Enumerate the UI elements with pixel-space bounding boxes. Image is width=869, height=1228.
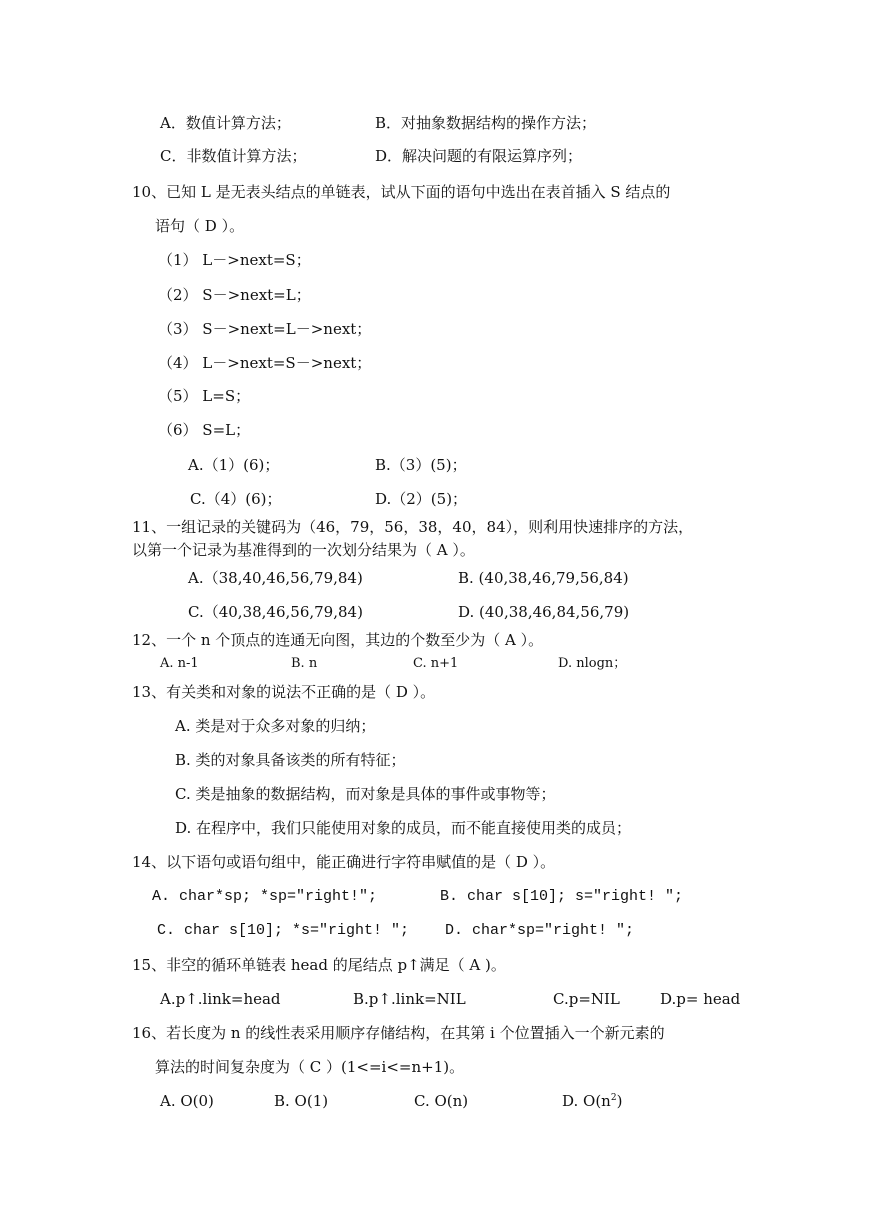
q10-stem-line1: 10、已知 L 是无表头结点的单链表，试从下面的语句中选出在表首插入 S 结点的 xyxy=(132,183,671,201)
q11-option-c: C.（40,38,46,56,79,84) xyxy=(188,603,363,621)
q10-stem-line2: 语句（ D ）。 xyxy=(155,217,245,235)
q10-option-c: C.（4）(6)； xyxy=(190,490,282,508)
q9-option-c: C．非数值计算方法； xyxy=(160,147,307,165)
q14-stem: 14、以下语句或语句组中，能正确进行字符串赋值的是（ D ）。 xyxy=(132,853,556,871)
q14-option-a: A. char*sp; *sp="right!"; xyxy=(152,888,378,905)
q10-statement-2: （2） S－>next=L； xyxy=(158,286,311,304)
q13-option-c: C. 类是抽象的数据结构，而对象是具体的事件或事物等； xyxy=(175,785,556,803)
q10-option-b: B.（3）(5)； xyxy=(375,456,467,474)
q13-option-b: B. 类的对象具备该类的所有特征； xyxy=(175,751,406,769)
q13-option-a: A. 类是对于众多对象的归纳； xyxy=(175,717,376,735)
q16-stem-line1: 16、若长度为 n 的线性表采用顺序存储结构，在其第 i 个位置插入一个新元素的 xyxy=(132,1024,665,1042)
q16-option-d-close: ) xyxy=(616,1092,623,1110)
q15-option-d: D.p= head xyxy=(660,990,741,1008)
q16-option-d-base: D. O(n xyxy=(562,1092,611,1110)
q10-statement-5: （5） L=S； xyxy=(158,387,251,405)
q9-option-b: B．对抽象数据结构的操作方法； xyxy=(375,114,597,132)
q16-option-a: A. O(0) xyxy=(160,1092,214,1110)
q12-option-b: B. n xyxy=(291,656,318,671)
q16-option-d xyxy=(562,1091,622,1111)
q12-option-d: D. nlogn； xyxy=(558,656,627,671)
q11-stem-line2: 以第一个记录为基准得到的一次划分结果为（ A ）。 xyxy=(132,541,475,559)
q13-option-d: D. 在程序中，我们只能使用对象的成员，而不能直接使用类的成员； xyxy=(175,819,632,837)
q10-statement-4: （4） L－>next=S－>next； xyxy=(158,354,372,372)
q10-option-d: D.（2）(5)； xyxy=(375,490,468,508)
q15-option-b: B.p↑.link=NIL xyxy=(353,990,466,1008)
q16-stem-line2: 算法的时间复杂度为（ C ）(1<=i<=n+1)。 xyxy=(155,1058,465,1076)
q16-option-c: C. O(n) xyxy=(414,1092,469,1110)
q10-option-a: A.（1）(6)； xyxy=(188,456,280,474)
q11-option-a: A.（38,40,46,56,79,84) xyxy=(188,569,363,587)
q13-stem: 13、有关类和对象的说法不正确的是（ D ）。 xyxy=(132,683,436,701)
q10-statement-3: （3） S－>next=L－>next； xyxy=(158,320,372,338)
q14-option-d: D. char*sp="right! "; xyxy=(445,922,635,939)
q12-option-a: A. n-1 xyxy=(160,656,199,671)
q10-statement-6: （6） S=L； xyxy=(158,421,251,439)
q14-option-c: C. char s[10]; *s="right! "; xyxy=(157,922,410,939)
q16-option-d-exponent: 2 xyxy=(610,1093,617,1103)
q11-stem-line1: 11、一组记录的关键码为（46，79，56，38，40，84），则利用快速排序的方法， xyxy=(132,518,694,536)
q12-option-c: C. n+1 xyxy=(413,656,459,671)
q11-option-b: B. (40,38,46,79,56,84) xyxy=(458,569,629,587)
q11-option-d: D. (40,38,46,84,56,79) xyxy=(458,603,630,621)
q10-statement-1: （1） L－>next=S； xyxy=(158,251,311,269)
q9-option-a: A．数值计算方法； xyxy=(160,114,291,132)
q16-option-b: B. O(1) xyxy=(274,1092,329,1110)
q15-option-a: A.p↑.link=head xyxy=(160,990,281,1008)
q9-option-d: D．解决问题的有限运算序列； xyxy=(375,147,583,165)
q12-stem: 12、一个 n 个顶点的连通无向图，其边的个数至少为（ A ）。 xyxy=(132,631,544,649)
q14-option-b: B. char s[10]; s="right! "; xyxy=(440,888,684,905)
q15-option-c: C.p=NIL xyxy=(553,990,620,1008)
q15-stem: 15、非空的循环单链表 head 的尾结点 p↑满足（ A )。 xyxy=(132,956,506,974)
